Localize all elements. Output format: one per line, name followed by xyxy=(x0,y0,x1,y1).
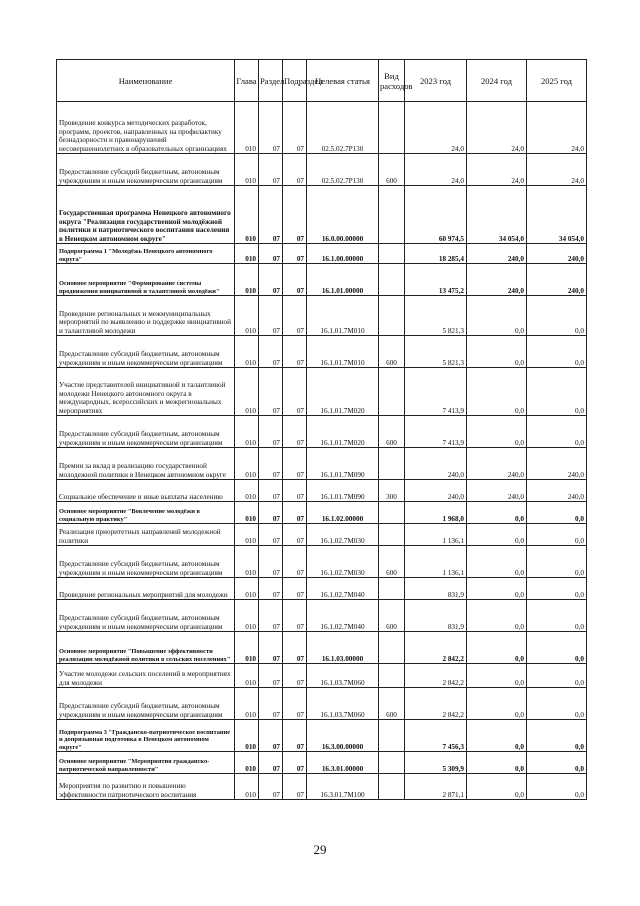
cell-2025: 240,0 xyxy=(527,448,587,480)
cell-2024: 0,0 xyxy=(467,752,527,774)
cell-section: 07 xyxy=(259,664,283,688)
table-row xyxy=(57,546,587,578)
cell-target: 16.0.00.00000 xyxy=(307,186,379,244)
table-row xyxy=(57,296,587,336)
cell-expense-type xyxy=(379,102,405,154)
budget-table xyxy=(56,59,587,800)
cell-2023: 7 456,3 xyxy=(405,720,467,752)
cell-expense-type xyxy=(379,264,405,296)
cell-subsection: 07 xyxy=(283,578,307,600)
cell-2024: 24,0 xyxy=(467,102,527,154)
cell-subsection: 07 xyxy=(283,688,307,720)
cell-2025: 24,0 xyxy=(527,102,587,154)
cell-chapter: 010 xyxy=(235,186,259,244)
cell-chapter: 010 xyxy=(235,154,259,186)
cell-name: Предоставление субсидий бюджетным, автономным учреждениям и иным некоммерческим организациям xyxy=(57,600,235,632)
cell-2025: 240,0 xyxy=(527,244,587,264)
cell-chapter: 010 xyxy=(235,752,259,774)
cell-2024: 0,0 xyxy=(467,720,527,752)
cell-name: Подпрограмма 3 "Гражданско-патриотическое воспитание и допризывная подготовка в Ненецком автономном округе" xyxy=(57,720,235,752)
cell-name: Мероприятия по развитию и повышению эффективности патриотического воспитания xyxy=(57,774,235,800)
cell-chapter: 010 xyxy=(235,524,259,546)
cell-name: Участие представителей инициативной и талантливой молодежи Ненецкого автономного округа в международных, всероссийских и межрегиональных мероприятиях xyxy=(57,368,235,416)
cell-target: 16.1.02.7М030 xyxy=(307,546,379,578)
table-row xyxy=(57,244,587,264)
cell-subsection: 07 xyxy=(283,264,307,296)
cell-subsection: 07 xyxy=(283,752,307,774)
table-row xyxy=(57,154,587,186)
cell-2024: 0,0 xyxy=(467,368,527,416)
cell-2024: 0,0 xyxy=(467,774,527,800)
cell-2023: 2 842,2 xyxy=(405,664,467,688)
cell-expense-type xyxy=(379,774,405,800)
cell-section: 07 xyxy=(259,578,283,600)
cell-2024: 0,0 xyxy=(467,578,527,600)
cell-target: 16.1.02.00000 xyxy=(307,502,379,524)
table-row xyxy=(57,416,587,448)
cell-subsection: 07 xyxy=(283,448,307,480)
cell-expense-type: 300 xyxy=(379,480,405,502)
cell-2025: 0,0 xyxy=(527,368,587,416)
cell-subsection: 07 xyxy=(283,502,307,524)
cell-section: 07 xyxy=(259,102,283,154)
cell-chapter: 010 xyxy=(235,632,259,664)
cell-2023: 18 285,4 xyxy=(405,244,467,264)
cell-2023: 240,0 xyxy=(405,448,467,480)
cell-subsection: 07 xyxy=(283,336,307,368)
cell-expense-type: 600 xyxy=(379,336,405,368)
cell-name: Проведение региональных мероприятий для молодежи xyxy=(57,578,235,600)
cell-chapter: 010 xyxy=(235,336,259,368)
cell-expense-type: 600 xyxy=(379,154,405,186)
cell-expense-type: 600 xyxy=(379,688,405,720)
cell-section: 07 xyxy=(259,336,283,368)
cell-target: 16.1.01.00000 xyxy=(307,264,379,296)
table-row xyxy=(57,186,587,244)
cell-chapter: 010 xyxy=(235,102,259,154)
cell-2025: 24,0 xyxy=(527,154,587,186)
cell-section: 07 xyxy=(259,368,283,416)
cell-2025: 0,0 xyxy=(527,296,587,336)
cell-target: 02.5.02.7P130 xyxy=(307,154,379,186)
cell-section: 07 xyxy=(259,154,283,186)
cell-2024: 0,0 xyxy=(467,296,527,336)
cell-subsection: 07 xyxy=(283,524,307,546)
cell-expense-type: 600 xyxy=(379,416,405,448)
cell-2025: 0,0 xyxy=(527,752,587,774)
cell-expense-type xyxy=(379,368,405,416)
cell-section: 07 xyxy=(259,480,283,502)
cell-2024: 0,0 xyxy=(467,632,527,664)
cell-target: 16.1.01.7М090 xyxy=(307,448,379,480)
cell-section: 07 xyxy=(259,720,283,752)
cell-name: Предоставление субсидий бюджетным, автономным учреждениям и иным некоммерческим организациям xyxy=(57,688,235,720)
cell-2025: 0,0 xyxy=(527,774,587,800)
cell-2025: 240,0 xyxy=(527,480,587,502)
cell-section: 07 xyxy=(259,632,283,664)
cell-subsection: 07 xyxy=(283,600,307,632)
cell-section: 07 xyxy=(259,752,283,774)
cell-target: 16.3.00.00000 xyxy=(307,720,379,752)
table-row xyxy=(57,664,587,688)
cell-chapter: 010 xyxy=(235,264,259,296)
cell-subsection: 07 xyxy=(283,546,307,578)
cell-2024: 0,0 xyxy=(467,502,527,524)
cell-2025: 240,0 xyxy=(527,264,587,296)
cell-name: Проведение конкурса методических разработок, программ, проектов, направленных на профилактику безнадзорности и правонарушений несовершеннолетних в образовательных организациях xyxy=(57,102,235,154)
cell-2023: 60 974,5 xyxy=(405,186,467,244)
cell-expense-type xyxy=(379,296,405,336)
cell-target: 16.1.00.00000 xyxy=(307,244,379,264)
table-row xyxy=(57,632,587,664)
table-row xyxy=(57,368,587,416)
cell-2023: 13 475,2 xyxy=(405,264,467,296)
cell-2023: 2 871,1 xyxy=(405,774,467,800)
cell-2025: 0,0 xyxy=(527,416,587,448)
cell-subsection: 07 xyxy=(283,632,307,664)
table-row xyxy=(57,336,587,368)
cell-expense-type xyxy=(379,752,405,774)
cell-2024: 24,0 xyxy=(467,154,527,186)
cell-2024: 240,0 xyxy=(467,244,527,264)
cell-section: 07 xyxy=(259,600,283,632)
cell-chapter: 010 xyxy=(235,720,259,752)
cell-name: Предоставление субсидий бюджетным, автономным учреждениям и иным некоммерческим организациям xyxy=(57,416,235,448)
header-2025: 2025 год xyxy=(527,60,587,102)
cell-2023: 1 136,1 xyxy=(405,546,467,578)
cell-expense-type xyxy=(379,502,405,524)
table-row xyxy=(57,480,587,502)
cell-chapter: 010 xyxy=(235,688,259,720)
cell-expense-type xyxy=(379,524,405,546)
cell-target: 16.1.01.7М010 xyxy=(307,296,379,336)
table-row xyxy=(57,774,587,800)
cell-expense-type xyxy=(379,244,405,264)
table-row xyxy=(57,600,587,632)
cell-name: Предоставление субсидий бюджетным, автономным учреждениям и иным некоммерческим организациям xyxy=(57,336,235,368)
cell-2024: 0,0 xyxy=(467,600,527,632)
cell-chapter: 010 xyxy=(235,416,259,448)
cell-name: Реализация приоритетных направлений молодежной политики xyxy=(57,524,235,546)
cell-section: 07 xyxy=(259,448,283,480)
cell-expense-type xyxy=(379,720,405,752)
cell-2024: 0,0 xyxy=(467,416,527,448)
cell-subsection: 07 xyxy=(283,416,307,448)
cell-2023: 1 136,1 xyxy=(405,524,467,546)
cell-section: 07 xyxy=(259,502,283,524)
cell-2025: 0,0 xyxy=(527,524,587,546)
cell-expense-type: 600 xyxy=(379,600,405,632)
cell-2024: 240,0 xyxy=(467,480,527,502)
cell-target: 16.1.01.7М020 xyxy=(307,368,379,416)
cell-2023: 5 821,3 xyxy=(405,336,467,368)
cell-name: Предоставление субсидий бюджетным, автономным учреждениям и иным некоммерческим организациям xyxy=(57,546,235,578)
cell-subsection: 07 xyxy=(283,186,307,244)
cell-2025: 0,0 xyxy=(527,578,587,600)
cell-2025: 0,0 xyxy=(527,720,587,752)
cell-section: 07 xyxy=(259,524,283,546)
table-row xyxy=(57,524,587,546)
header-target: Целевая статья xyxy=(307,60,379,102)
cell-subsection: 07 xyxy=(283,774,307,800)
cell-2024: 0,0 xyxy=(467,524,527,546)
cell-2025: 0,0 xyxy=(527,502,587,524)
cell-section: 07 xyxy=(259,296,283,336)
cell-subsection: 07 xyxy=(283,368,307,416)
header-2023: 2023 год xyxy=(405,60,467,102)
cell-expense-type xyxy=(379,578,405,600)
cell-2023: 1 968,0 xyxy=(405,502,467,524)
cell-2024: 0,0 xyxy=(467,336,527,368)
cell-target: 16.1.01.7М010 xyxy=(307,336,379,368)
cell-chapter: 010 xyxy=(235,664,259,688)
cell-target: 16.3.01.00000 xyxy=(307,752,379,774)
cell-section: 07 xyxy=(259,244,283,264)
table-body xyxy=(57,102,587,800)
cell-2023: 7 413,9 xyxy=(405,416,467,448)
cell-chapter: 010 xyxy=(235,502,259,524)
header-chapter: Глава xyxy=(235,60,259,102)
cell-subsection: 07 xyxy=(283,480,307,502)
cell-target: 16.1.01.7М090 xyxy=(307,480,379,502)
cell-2023: 7 413,9 xyxy=(405,368,467,416)
table-row xyxy=(57,102,587,154)
cell-expense-type: 600 xyxy=(379,546,405,578)
cell-section: 07 xyxy=(259,688,283,720)
cell-name: Участие молодежи сельских поселений в мероприятиях для молодежи xyxy=(57,664,235,688)
cell-subsection: 07 xyxy=(283,154,307,186)
cell-2023: 831,9 xyxy=(405,578,467,600)
cell-2023: 831,9 xyxy=(405,600,467,632)
cell-target: 16.1.03.7М060 xyxy=(307,688,379,720)
cell-subsection: 07 xyxy=(283,244,307,264)
cell-section: 07 xyxy=(259,186,283,244)
cell-name: Основное мероприятие "Вовлечение молодёжи в социальную практику" xyxy=(57,502,235,524)
cell-section: 07 xyxy=(259,546,283,578)
cell-name: Государственная программа Ненецкого автономного округа "Реализация государственной молодёжной политики и патриотического воспитания населения в Ненецком автономном округе" xyxy=(57,186,235,244)
cell-expense-type xyxy=(379,664,405,688)
cell-name: Основное мероприятие "Мероприятия гражданско-патриотической направленности" xyxy=(57,752,235,774)
cell-target: 02.5.02.7P130 xyxy=(307,102,379,154)
cell-2025: 0,0 xyxy=(527,336,587,368)
cell-2025: 0,0 xyxy=(527,600,587,632)
cell-2025: 34 054,0 xyxy=(527,186,587,244)
cell-2023: 5 821,3 xyxy=(405,296,467,336)
table-row xyxy=(57,502,587,524)
cell-target: 16.1.02.7М040 xyxy=(307,600,379,632)
cell-2023: 2 842,2 xyxy=(405,688,467,720)
cell-2024: 240,0 xyxy=(467,264,527,296)
cell-2025: 0,0 xyxy=(527,546,587,578)
cell-section: 07 xyxy=(259,774,283,800)
header-2024: 2024 год xyxy=(467,60,527,102)
cell-2024: 0,0 xyxy=(467,688,527,720)
cell-chapter: 010 xyxy=(235,368,259,416)
cell-target: 16.3.01.7М100 xyxy=(307,774,379,800)
cell-name: Проведение региональных и межмуниципальных мероприятий по выявлению и поддержке инициативной и талантливой молодежи xyxy=(57,296,235,336)
cell-chapter: 010 xyxy=(235,546,259,578)
cell-name: Подпрограмма 1 "Молодёжь Ненецкого автономного округа" xyxy=(57,244,235,264)
cell-2023: 24,0 xyxy=(405,154,467,186)
table-row xyxy=(57,448,587,480)
cell-2024: 0,0 xyxy=(467,546,527,578)
page-number: 29 xyxy=(313,842,327,857)
cell-target: 16.1.03.00000 xyxy=(307,632,379,664)
cell-target: 16.1.02.7М030 xyxy=(307,524,379,546)
cell-expense-type xyxy=(379,448,405,480)
cell-2023: 24,0 xyxy=(405,102,467,154)
cell-target: 16.1.01.7М020 xyxy=(307,416,379,448)
cell-section: 07 xyxy=(259,264,283,296)
cell-subsection: 07 xyxy=(283,664,307,688)
cell-subsection: 07 xyxy=(283,102,307,154)
cell-2025: 0,0 xyxy=(527,688,587,720)
cell-chapter: 010 xyxy=(235,600,259,632)
cell-target: 16.1.02.7М040 xyxy=(307,578,379,600)
cell-chapter: 010 xyxy=(235,296,259,336)
cell-2024: 34 054,0 xyxy=(467,186,527,244)
cell-chapter: 010 xyxy=(235,774,259,800)
cell-target: 16.1.03.7М060 xyxy=(307,664,379,688)
cell-2023: 2 842,2 xyxy=(405,632,467,664)
table-row xyxy=(57,720,587,752)
cell-chapter: 010 xyxy=(235,448,259,480)
header-subsection: Подраздел xyxy=(283,60,307,102)
cell-expense-type xyxy=(379,186,405,244)
cell-subsection: 07 xyxy=(283,296,307,336)
table-row xyxy=(57,752,587,774)
table-row xyxy=(57,688,587,720)
header-name: Наименование xyxy=(57,60,235,102)
cell-2023: 240,0 xyxy=(405,480,467,502)
cell-chapter: 010 xyxy=(235,480,259,502)
cell-expense-type xyxy=(379,632,405,664)
table-row xyxy=(57,578,587,600)
cell-2023: 5 309,9 xyxy=(405,752,467,774)
cell-2025: 0,0 xyxy=(527,632,587,664)
header-expense-type: Вид расходов xyxy=(379,60,405,102)
table-header-row xyxy=(57,60,587,102)
cell-section: 07 xyxy=(259,416,283,448)
cell-name: Премии за вклад в реализацию государственной молодежной политики в Ненецком автономном округе xyxy=(57,448,235,480)
cell-2024: 0,0 xyxy=(467,664,527,688)
header-section: Раздел xyxy=(259,60,283,102)
table-row xyxy=(57,264,587,296)
cell-subsection: 07 xyxy=(283,720,307,752)
cell-name: Предоставление субсидий бюджетным, автономным учреждениям и иным некоммерческим организациям xyxy=(57,154,235,186)
cell-name: Основное мероприятие "Повышение эффективности реализации молодёжной политики в сельских поселениях" xyxy=(57,632,235,664)
cell-2024: 240,0 xyxy=(467,448,527,480)
cell-chapter: 010 xyxy=(235,244,259,264)
cell-2025: 0,0 xyxy=(527,664,587,688)
cell-name: Основное мероприятие "Формирование системы продвижения инициативной и талантливой молодёжи" xyxy=(57,264,235,296)
cell-name: Социальное обеспечение и иные выплаты населению xyxy=(57,480,235,502)
cell-chapter: 010 xyxy=(235,578,259,600)
